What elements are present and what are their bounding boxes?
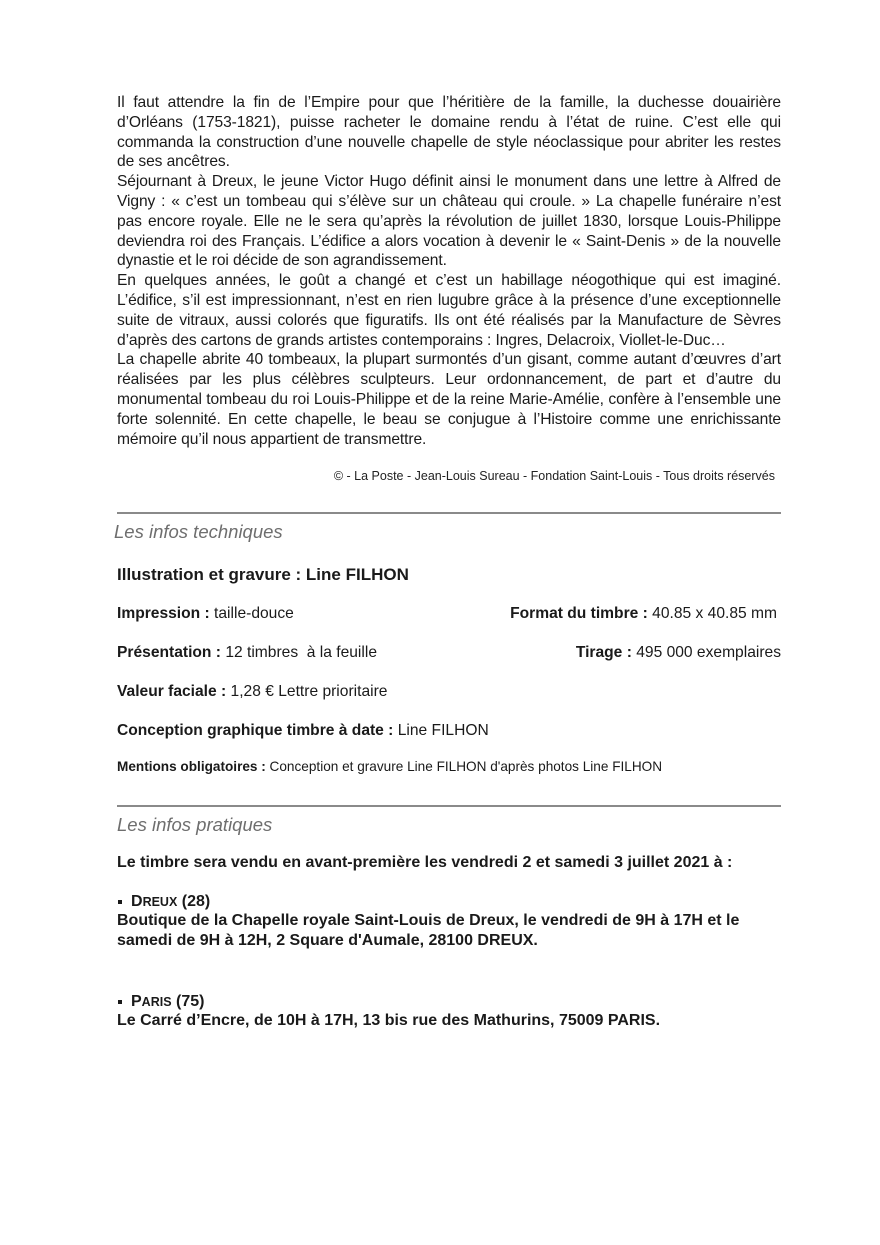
format-field [510, 605, 777, 623]
conception-value: Line FILHON [393, 722, 489, 740]
valeur-value: 1,28 € Lettre prioritaire [226, 683, 388, 701]
location-dreux-name: DREUX (28) [131, 893, 211, 911]
impression-label: Impression : [117, 605, 210, 623]
tirage-field [576, 644, 781, 662]
document-page [114, 93, 781, 1031]
valeur-label: Valeur faciale : [117, 683, 227, 701]
section-title-practical: Les infos pratiques [117, 814, 273, 836]
mentions-field [117, 759, 781, 774]
location-paris-details: Le Carré d’Encre, de 10H à 17H, 13 bis rue des Mathurins, 75009 PARIS. [117, 1012, 661, 1030]
mentions-value: Conception et gravure Line FILHON d'après photos Line FILHON [265, 759, 663, 775]
conception-field [117, 722, 781, 740]
location-dreux-heading [117, 893, 781, 911]
presentation-value: 12 timbres à la feuille [220, 644, 377, 662]
impression-field [117, 605, 294, 623]
tirage-label: Tirage : [575, 644, 632, 662]
photo-credit: © - La Poste - Jean-Louis Sureau - Fondation Saint-Louis - Tous droits réservés [333, 469, 775, 484]
conception-label: Conception graphique timbre à date : [117, 722, 394, 740]
paragraph: En quelques années, le goût a changé et c’est un habillage néogothique qui est imaginé. L’édifice, s’il est impressionnant, n’est en rien lugubre grâce à la présence d’une exceptionnelle suite de vitraux, aussi colorés que figuratifs. Ils ont été réalisés par la Manufacture de Sèvres d’après des cartons de grands artistes contemporains : Ingres, Delacroix, Viollet-le-Duc… [117, 272, 781, 349]
intro-text [117, 93, 781, 449]
paragraph: Séjournant à Dreux, le jeune Victor Hugo définit ainsi le monument dans une lettre à Alfred de Vigny : « c’est un tombeau qui s’élève sur un château qui croule. » La chapelle funéraire n’est pas encore royale. Elle ne le sera qu’après la révolution de juillet 1830, lorsque Louis-Philippe deviendra roi des Français. L’édifice a alors vocation à devenir le « Saint-Denis » de la nouvelle dynastie et le roi décide de son agrandissement. [117, 173, 781, 270]
presentation-label: Présentation : [117, 644, 221, 662]
impression-format-row [117, 605, 781, 623]
mentions-label: Mentions obligatoires : [117, 759, 266, 775]
tirage-value: 495 000 exemplaires [631, 644, 781, 662]
sale-intro: Le timbre sera vendu en avant-première les vendredi 2 et samedi 3 juillet 2021 à : [117, 854, 733, 872]
format-label: Format du timbre : [510, 605, 648, 623]
location-paris-name: PARIS (75) [131, 993, 205, 1011]
presentation-field [117, 644, 377, 662]
divider [117, 512, 781, 514]
location-dreux-details: Boutique de la Chapelle royale Saint-Louis de Dreux, le vendredi de 9H à 17H et le samedi de 9H à 12H, 2 Square d'Aumale, 28100 DREUX. [117, 912, 740, 950]
valeur-field [117, 683, 781, 701]
bullet-icon [118, 900, 122, 904]
location-paris-heading [117, 993, 781, 1011]
bullet-icon [118, 1000, 122, 1004]
section-title-technical: Les infos techniques [114, 521, 283, 543]
format-value: 40.85 x 40.85 mm [647, 605, 777, 623]
presentation-tirage-row [117, 644, 781, 662]
paragraph: La chapelle abrite 40 tombeaux, la plupart surmontés d’un gisant, comme autant d’œuvres d’art réalisées par les plus célèbres sculpteurs. Leur ordonnancement, de part et d’autre du monumental tombeau du roi Louis-Philippe et de la reine Marie-Amélie, confère à l’ensemble une forte solennité. En cette chapelle, le beau se conjugue à l’Histoire comme une enrichissante mémoire qu’il nous appartient de transmettre. [117, 351, 781, 448]
paragraph: Il faut attendre la fin de l’Empire pour que l’héritière de la famille, la duchesse douairière d’Orléans (1753-1821), puisse racheter le domaine rendu à l’état de ruine. C’est elle qui commanda la construction d’une nouvelle chapelle de style néoclassique pour abriter les restes de ses ancêtres. [117, 94, 781, 171]
divider [117, 805, 781, 807]
impression-value: taille-douce [209, 605, 294, 623]
illustration-line: Illustration et gravure : Line FILHON [117, 565, 409, 585]
